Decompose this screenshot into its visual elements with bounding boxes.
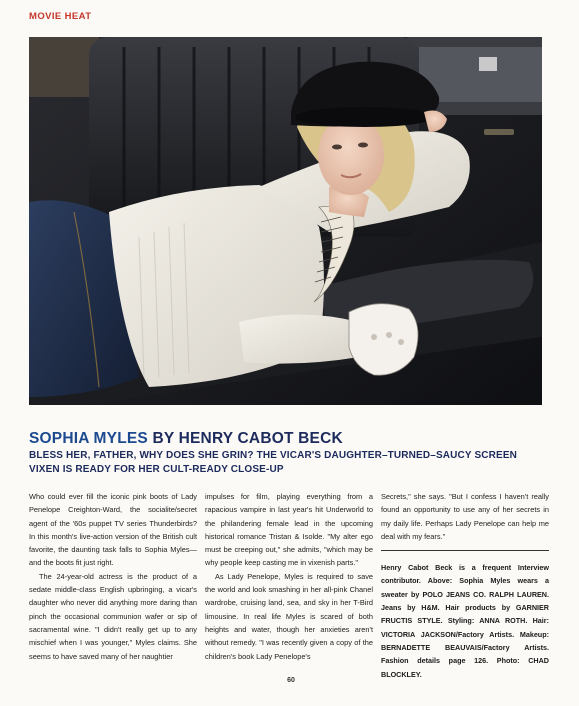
- body-paragraph: Secrets," she says. "But I confess I haven't really found an opportunity to use any of her secrets in my daily life. Perhaps Lady Penelope can help me deal with my fears.": [381, 492, 549, 541]
- article-dek: BLESS HER, FATHER, WHY DOES SHE GRIN? THE VICAR'S DAUGHTER–TURNED–SAUCY SCREEN VIXEN IS READY FOR HER CULT-READY CLOSE-UP: [29, 450, 518, 475]
- section-label: MOVIE HEAT: [29, 11, 92, 22]
- body-paragraph: Who could ever fill the iconic pink boots of Lady Penelope Creighton-Ward, the socialite/secret agent of the '60s puppet TV series Thunderbirds? In this month's live-action version of the British cult favorite, the daunting task falls to Sophia Myles—and the boots fit just right.: [29, 492, 197, 568]
- body-paragraph: impulses for film, playing everything from a rapacious vampire in last year's hit Underworld to the philandering female lead in the upcoming historical romance Tristan & Isolde. "My alter ego must be creeping out," she admits, "which may be why people keep casting me in vixenish parts.": [205, 492, 373, 568]
- body-column-2: [205, 490, 373, 663]
- feature-photo: [29, 37, 542, 405]
- body-column-3: [381, 490, 549, 681]
- headline-name: SOPHIA MYLES: [29, 430, 148, 447]
- body-paragraph: The 24-year-old actress is the product of a sedate middle-class English upbringing, a vicar's daughter who never did anything more daring than pinch the occasional communion wafer or sip of sacramental wine. "I didn't really get up to any mischief when I was younger," Myles claims. She seems to have saved many of her naughtier: [29, 571, 197, 661]
- headline-byline: BY HENRY CABOT BECK: [147, 430, 343, 447]
- body-column-1: [29, 490, 197, 663]
- body-paragraph: As Lady Penelope, Myles is required to save the world and look smashing in her all-pink Chanel wardrobe, cruising land, sea, and sky in her T-Bird limousine. In real life Myles is scared of both heights and water, though her anxieties aren't without remedy. "I was recently given a copy of the children's book Lady Penelope's: [205, 571, 373, 661]
- credits-block: Henry Cabot Beck is a frequent Interview contributor. Above: Sophia Myles wears a sweater by POLO JEANS CO. RALPH LAUREN. Jeans by H&M. Hair products by GARNIER FRUCTIS STYLE. Styling: ANNA ROTH. Hair: VICTORIA JACKSON/Factory Artists. Makeup: BERNADETTE BEAUVAIS/Factory Artists. Fashion details page 126. Photo: CHAD BLOCKLEY.: [381, 550, 549, 681]
- page-number: 60: [287, 677, 295, 684]
- article-headline: [29, 430, 549, 448]
